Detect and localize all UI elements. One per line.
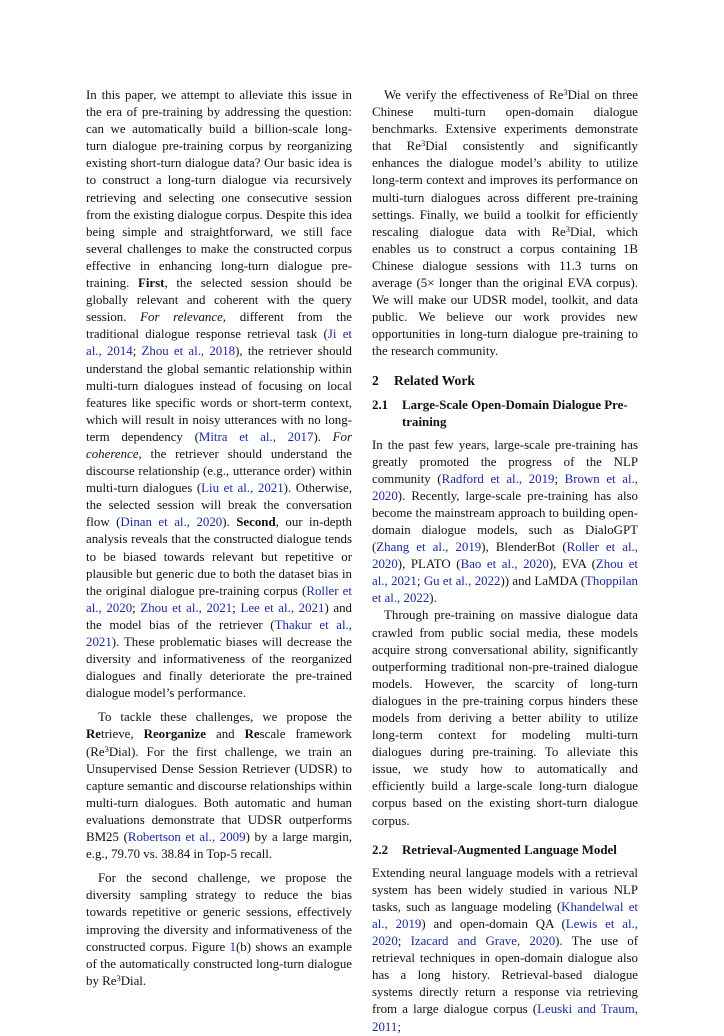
bold-run: Re xyxy=(244,727,260,742)
citation-link[interactable]: Zhou et al., 2021 xyxy=(372,557,638,589)
text-run: ). Otherwise, the selected session will break the conversation flow ( xyxy=(86,481,352,530)
text-run: ; xyxy=(554,471,565,486)
left-paragraph-1 xyxy=(86,87,352,702)
citation-link[interactable]: Lee et al., 2021 xyxy=(240,600,325,615)
citation-link[interactable]: Roller et al., 2020 xyxy=(372,540,639,572)
text-run: )) and LaMDA ( xyxy=(500,574,585,589)
bold-run: Reorganize xyxy=(143,727,206,742)
text-run: ), BlenderBot ( xyxy=(481,540,567,555)
text-run: To tackle these challenges, we propose the xyxy=(98,710,352,725)
text-run: , our in-depth analysis reveals that the constructed dialogue tends to be biased towards relevant but repetitive or plausible but generic due to both the dataset bias in the original dialogue pre-training corpus ( xyxy=(86,515,352,598)
text-run: ; xyxy=(132,344,142,359)
text-run: , different from the traditional dialogue response retrieval task ( xyxy=(86,310,352,342)
right-paragraph-1 xyxy=(372,87,638,361)
citation-link[interactable]: 1 xyxy=(229,939,237,954)
text-run: ). The use of retrieval techniques in open-domain dialogue also has a long history. Retrieval-based dialogue systems directly return a response via retrieving from a large dialogue corpus ( xyxy=(372,934,638,1017)
subsection-number: 2.1 xyxy=(372,397,389,412)
bold-run: Second xyxy=(236,515,276,530)
subsection-heading-2-2 xyxy=(372,842,638,859)
citation-link[interactable]: Robertson et al., 2009 xyxy=(127,830,246,845)
italic-run: For coherence xyxy=(86,429,352,461)
citation-link[interactable]: Zhou et al., 2021 xyxy=(140,600,233,615)
text-run: ). xyxy=(313,429,333,444)
citation-link[interactable]: Leuski and Traum, 2011 xyxy=(372,1002,639,1034)
text-run: ; xyxy=(416,574,424,589)
section-heading-related-work xyxy=(372,372,638,390)
subsection-title: Large-Scale Open-Domain Dialogue Pre-training xyxy=(402,397,628,429)
citation-link[interactable]: Zhou et al., 2018 xyxy=(141,344,236,359)
citation-link[interactable]: Izacard and Grave, 2020 xyxy=(410,934,556,949)
right-paragraph-3 xyxy=(372,607,638,829)
citation-link[interactable]: Bao et al., 2020 xyxy=(460,557,549,572)
text-run: In the past few years, large-scale pre-training has greatly promoted the progress of the NLP community ( xyxy=(372,437,638,486)
left-column xyxy=(86,87,352,990)
left-paragraph-2 xyxy=(86,709,352,863)
text-run: Dial, which enables us to construct a corpus containing 1B Chinese dialogue sessions with 11.3 turns on average (5× longer than the original EVA corpus). We will make our UDSR model, toolkit, and data public. We believe our work provides new opportunities in long-turn dialogue pre-training to the research community. xyxy=(372,224,638,359)
text-run: and xyxy=(205,727,245,742)
superscript: 3 xyxy=(563,87,568,97)
text-run: Dial). For the first challenge, we train an Unsupervised Dense Session Retriever (UDSR) to capture semantic and discourse relationships within multi-turn dialogues. Both automatic and human evaluations demonstrate that UDSR outperforms BM25 ( xyxy=(86,744,352,845)
citation-link[interactable]: Roller et al., 2020 xyxy=(86,583,352,615)
text-run: ). These problematic biases will decrease the diversity and informativeness of the reorganized dialogues and finally deteriorate the pre-trained dialogue model’s performance. xyxy=(86,635,352,701)
superscript: 3 xyxy=(116,972,121,983)
text-run: , the selected session should be globally relevant and coherent with the query session. xyxy=(86,276,352,325)
left-paragraph-3 xyxy=(86,870,352,990)
text-run: For the second challenge, we propose the diversity sampling strategy to reduce the bias towards repetitive or generic sessions, effectively improving the diversity and informativeness of the constructed corpus. Figure xyxy=(86,871,352,954)
text-run: ). Recently, large-scale pre-training has also become the mainstream approach to building open-domain dialogue models, such as DialoGPT ( xyxy=(372,488,638,555)
citation-link[interactable]: Dinan et al., 2020 xyxy=(120,515,223,530)
citation-link[interactable]: Ji et al., 2014 xyxy=(86,327,352,359)
text-run: scale framework (Re xyxy=(86,727,352,759)
citation-link[interactable]: Thakur et al., 2021 xyxy=(86,617,352,649)
citation-link[interactable]: Khandelwal et al., 2019 xyxy=(372,899,638,931)
text-run: , the retriever should understand the discourse relationship (e.g., utterance order) within multi-turn dialogues ( xyxy=(86,446,352,496)
bold-run: First xyxy=(137,276,165,291)
text-run: ) by a large margin, e.g., 79.70 vs. 38.84 in Top-5 recall. xyxy=(86,830,353,862)
superscript: 3 xyxy=(565,223,571,234)
right-paragraph-4 xyxy=(372,865,638,1036)
text-run: ; xyxy=(132,600,141,615)
citation-link[interactable]: Mitra et al., 2017 xyxy=(198,429,314,444)
text-run: Dial. xyxy=(120,973,147,988)
citation-link[interactable]: Radford et al., 2019 xyxy=(441,471,555,486)
text-run: (b) shows an example of the automatically constructed long-turn dialogue by Re xyxy=(86,939,352,988)
text-run: Dial on three Chinese multi-turn open-domain dialogue benchmarks. Extensive experiments demonstrate that Re xyxy=(372,88,638,154)
subsection-number: 2.2 xyxy=(372,842,389,857)
right-paragraph-2 xyxy=(372,437,638,608)
text-run: trieve, xyxy=(101,727,144,742)
text-run: In this paper, we attempt to alleviate this issue in the era of pre-training by addressing the question: can we automatically build a billion-scale long-turn dialogue pre-training corpus by reorganizing existing short-turn dialogue data? Our basic idea is to construct a long-turn dialogue via recursively retrieving and selecting one consecutive session from the existing dialogue corpus. Despite this idea being simple and straightforward, we still face several challenges to make the constructed corpus effective in enhancing long-turn dialogue pre-training. xyxy=(86,88,352,291)
text-run: ), EVA ( xyxy=(548,557,596,572)
text-run: We verify the effectiveness of Re xyxy=(384,88,564,102)
text-run: Dial consistently and significantly enhances the dialogue model’s ability to utilize long-term context and improves its performance on multi-turn dialogues across different pre-training settings. Finally, we build a toolkit for efficiently rescaling dialogue data with Re xyxy=(372,139,638,239)
bold-run: Re xyxy=(86,727,102,742)
text-run: ) and open-domain QA ( xyxy=(421,916,566,931)
text-run: ) and the model bias of the retriever ( xyxy=(86,600,352,632)
text-run: ), PLATO ( xyxy=(397,557,461,572)
text-run: ; xyxy=(232,600,241,615)
section-title: Related Work xyxy=(394,372,475,388)
text-run: ). xyxy=(429,591,437,606)
citation-link[interactable]: Thoppilan et al., 2022 xyxy=(372,574,638,606)
citation-link[interactable]: Gu et al., 2022 xyxy=(423,574,501,589)
citation-link[interactable]: Brown et al., 2020 xyxy=(372,471,638,503)
text-run: ; xyxy=(397,1019,401,1034)
subsection-heading-2-1 xyxy=(372,397,638,431)
italic-run: For relevance xyxy=(140,310,223,325)
text-run: ), the retriever should understand the global semantic relationship within multi-turn dialogues instead of focusing on local features like specific words or short-term context, which will result in noisy utterances with no long-term dependency ( xyxy=(86,344,353,444)
citation-link[interactable]: Liu et al., 2021 xyxy=(201,481,284,496)
superscript: 3 xyxy=(420,138,426,149)
text-run: ). xyxy=(222,515,237,530)
section-number: 2 xyxy=(372,372,379,388)
subsection-title: Retrieval-Augmented Language Model xyxy=(402,842,617,857)
text-run: Extending neural language models with a retrieval system has been widely studied in various NLP tasks, such as language modeling ( xyxy=(372,865,638,914)
text-run: Through pre-training on massive dialogue data crawled from public social media, these models acquire strong conversational ability, significantly outperforming traditional non-pre-trained dialogue models. However, the scarcity of long-turn dialogues in the pre-training corpus hinders these models from deriving a better ability to utilize long-term context for modeling multi-turn dialogues during pre-training. To alleviate this issue, we study how to automatically and efficiently build a large-scale long-turn dialogue corpus based on the existing short-turn dialogue corpus. xyxy=(372,608,638,828)
citation-link[interactable]: Zhang et al., 2019 xyxy=(376,540,482,555)
superscript: 3 xyxy=(104,743,109,754)
text-run: ; xyxy=(397,934,411,949)
citation-link[interactable]: Lewis et al., 2020 xyxy=(372,916,638,949)
right-column xyxy=(372,87,638,1036)
